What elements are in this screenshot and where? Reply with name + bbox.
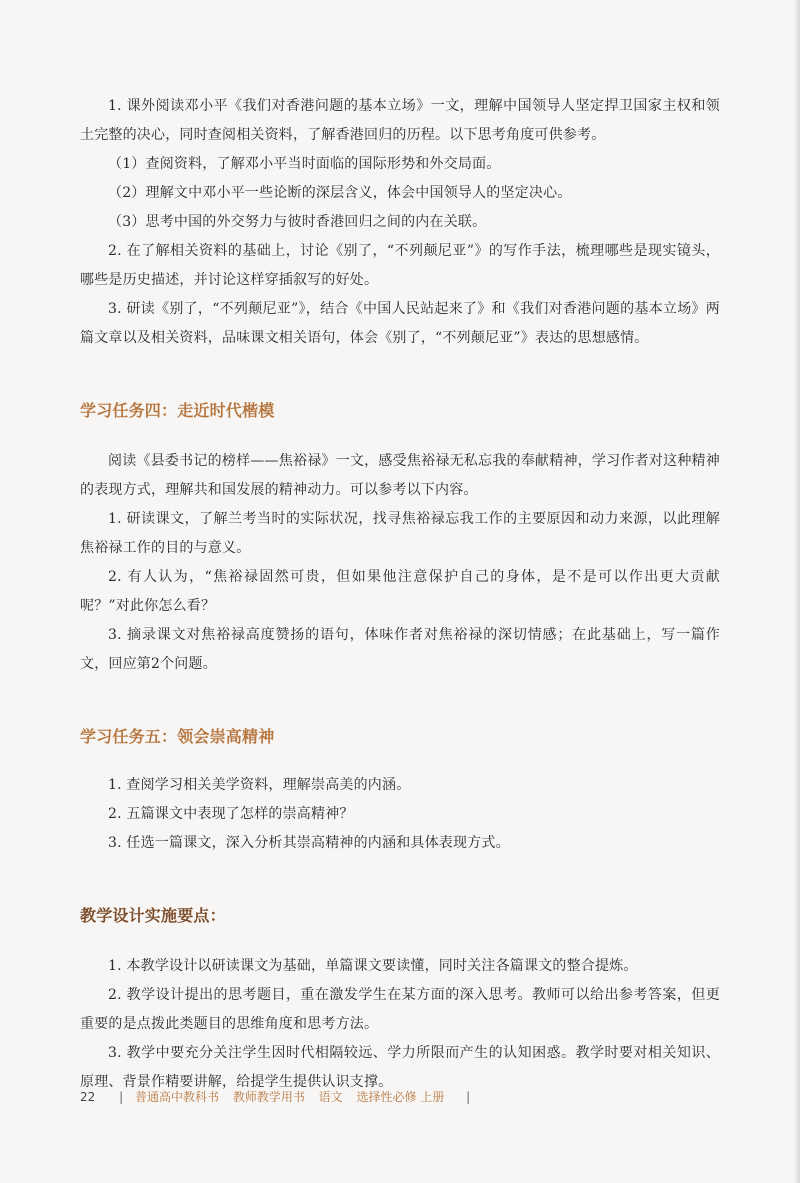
footer-separator: | bbox=[466, 1090, 471, 1104]
paragraph: 1. 研读课文，了解兰考当时的实际状况，找寻焦裕禄忘我工作的主要原因和动力来源，以此理解焦裕禄工作的目的与意义。 bbox=[80, 511, 720, 556]
task3-questions bbox=[80, 92, 720, 353]
paragraph: 3. 任选一篇课文，深入分析其崇高精神的内涵和具体表现方式。 bbox=[108, 835, 510, 851]
task4-body bbox=[80, 447, 720, 679]
implementation-body bbox=[80, 952, 720, 1097]
paragraph: 2. 教学设计提出的思考题目，重在激发学生在某方面的深入思考。教师可以给出参考答案，但更重要的是点拨此类题目的思维角度和思考方法。 bbox=[80, 987, 720, 1032]
paragraph: 3. 摘录课文对焦裕禄高度赞扬的语句，体味作者对焦裕禄的深切情感；在此基础上，写一篇作文，回应第2个问题。 bbox=[80, 627, 720, 672]
footer-book-kind: 教师教学用书 bbox=[232, 1090, 305, 1104]
paragraph: 3. 教学中要充分关注学生因时代相隔较远、学力所限而产生的认知困惑。教学时要对相关知识、原理、背景作精要讲解，给提学生提供认识支撑。 bbox=[80, 1045, 720, 1090]
task5-heading: 学习任务五：领会崇高精神 bbox=[80, 727, 275, 746]
footer-volume: 选择性必修 上册 bbox=[356, 1090, 445, 1104]
task5-body bbox=[80, 771, 720, 858]
paragraph: 1. 本教学设计以研读课文为基础，单篇课文要读懂，同时关注各篇课文的整合提炼。 bbox=[108, 958, 638, 974]
footer-separator: | bbox=[119, 1090, 124, 1104]
paragraph: 1. 课外阅读邓小平《我们对香港问题的基本立场》一文，理解中国领导人坚定捍卫国家主权和领土完整的决心，同时查阅相关资料，了解香港回归的历程。以下思考角度可供参考。 bbox=[80, 98, 720, 143]
footer-subject: 语文 bbox=[318, 1090, 343, 1104]
page-edge bbox=[794, 0, 800, 1183]
paragraph: （3）思考中国的外交努力与彼时香港回归之间的内在关联。 bbox=[108, 214, 487, 230]
paragraph: 2. 在了解相关资料的基础上，讨论《别了，“不列颠尼亚”》的写作手法，梳理哪些是现实镜头，哪些是历史描述，并讨论这样穿插叙写的好处。 bbox=[80, 243, 720, 288]
task4-heading: 学习任务四：走近时代楷模 bbox=[80, 401, 275, 420]
paragraph: 2. 五篇课文中表现了怎样的崇高精神？ bbox=[108, 806, 354, 822]
page-content bbox=[80, 92, 720, 1097]
paragraph: 1. 查阅学习相关美学资料，理解崇高美的内涵。 bbox=[108, 777, 411, 793]
paragraph: 阅读《县委书记的榜样——焦裕禄》一文，感受焦裕禄无私忘我的奉献精神，学习作者对这种精神的表现方式，理解共和国发展的精神动力。可以参考以下内容。 bbox=[80, 453, 720, 498]
paragraph: （2）理解文中邓小平一些论断的深层含义，体会中国领导人的坚定决心。 bbox=[108, 185, 572, 201]
page-footer bbox=[80, 1088, 478, 1105]
footer-book-type: 普通高中教科书 bbox=[134, 1090, 219, 1104]
paragraph: （1）查阅资料，了解邓小平当时面临的国际形势和外交局面。 bbox=[108, 156, 501, 172]
paragraph: 3. 研读《别了，“不列颠尼亚”》，结合《中国人民站起来了》和《我们对香港问题的基本立场》两篇文章以及相关资料，品味课文相关语句，体会《别了，“不列颠尼亚”》表达的思想感情。 bbox=[80, 301, 720, 346]
page-number: 22 bbox=[80, 1090, 96, 1104]
paragraph: 2. 有人认为，“焦裕禄固然可贵，但如果他注意保护自己的身体，是不是可以作出更大贡献呢？”对此你怎么看？ bbox=[80, 569, 720, 614]
implementation-heading: 教学设计实施要点： bbox=[80, 906, 226, 925]
